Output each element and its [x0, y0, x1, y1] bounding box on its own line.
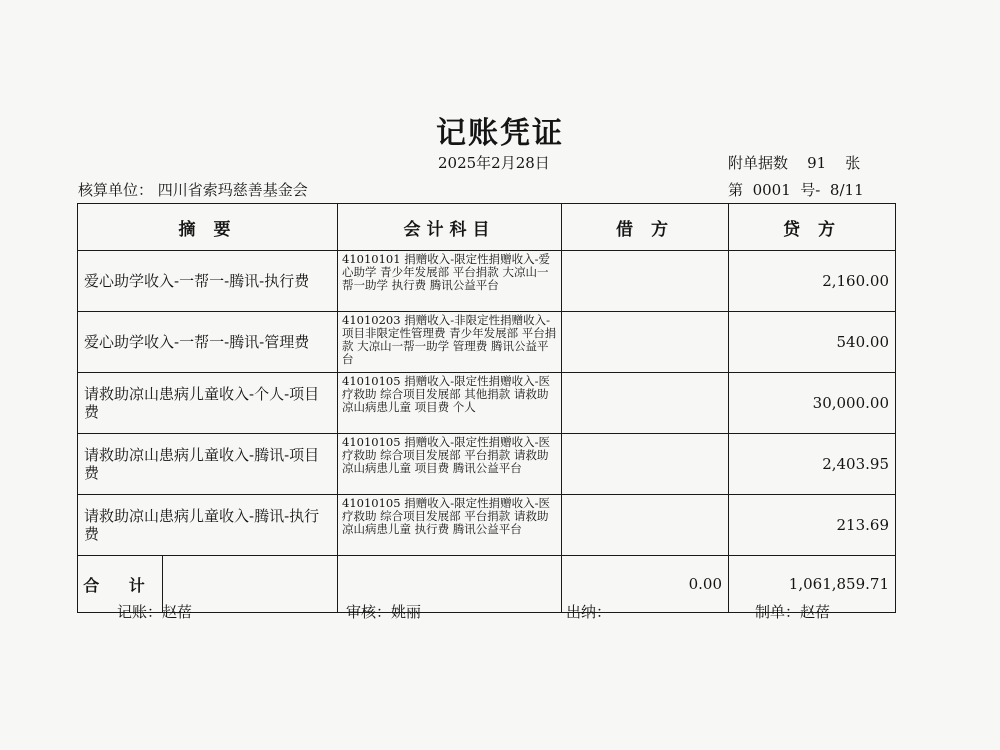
row-credit: 213.69	[729, 495, 896, 556]
header-credit: 贷 方	[729, 204, 896, 251]
row-summary: 请救助凉山患病儿童收入-腾讯-项目费	[78, 434, 338, 495]
row-credit: 30,000.00	[729, 373, 896, 434]
row-debit	[562, 495, 729, 556]
voucher-date: 2025年2月28日	[438, 154, 550, 172]
attachment-count	[728, 152, 860, 173]
bookkeeper: 记账：赵蓓	[117, 603, 193, 621]
row-debit	[562, 373, 729, 434]
row-debit	[562, 312, 729, 373]
table-row	[78, 251, 896, 312]
voucher-number	[728, 179, 864, 200]
unit-name: 四川省索玛慈善基金会	[157, 181, 308, 199]
header-account: 会计科目	[338, 204, 562, 251]
row-debit	[562, 434, 729, 495]
row-summary: 爱心助学收入-一帮一-腾讯-管理费	[78, 312, 338, 373]
attachment-number: 91	[807, 154, 827, 172]
total-debit: 0.00	[562, 556, 729, 613]
accounting-unit	[78, 179, 308, 200]
row-summary: 请救助凉山患病儿童收入-个人-项目费	[78, 373, 338, 434]
reviewer: 审核：姚丽	[346, 603, 422, 621]
table-row	[78, 373, 896, 434]
voucher-suffix: 号-	[800, 181, 821, 199]
row-credit: 540.00	[729, 312, 896, 373]
row-summary: 爱心助学收入-一帮一-腾讯-执行费	[78, 251, 338, 312]
voucher-page: 8/11	[829, 181, 864, 199]
table-row	[78, 495, 896, 556]
attachment-unit: 张	[845, 154, 861, 172]
row-account: 41010105 捐赠收入-限定性捐赠收入-医疗救助 综合项目发展部 平台捐款 请救助凉山病患儿童 项目费 腾讯公益平台	[338, 434, 562, 495]
total-label: 合 计	[78, 556, 163, 612]
row-account: 41010203 捐赠收入-非限定性捐赠收入-项目非限定性管理费 青少年发展部 平台捐款 大凉山一帮一助学 管理费 腾讯公益平台	[338, 312, 562, 373]
document-title: 记账凭证	[436, 116, 564, 151]
row-credit: 2,403.95	[729, 434, 896, 495]
row-account: 41010105 捐赠收入-限定性捐赠收入-医疗救助 综合项目发展部 平台捐款 请救助凉山病患儿童 执行费 腾讯公益平台	[338, 495, 562, 556]
row-debit	[562, 251, 729, 312]
voucher-prefix: 第	[728, 181, 744, 199]
table-row	[78, 312, 896, 373]
voucher-number-value: 0001	[752, 181, 791, 199]
unit-label: 核算单位：	[78, 181, 154, 199]
row-account: 41010105 捐赠收入-限定性捐赠收入-医疗救助 综合项目发展部 其他捐款 请救助凉山病患儿童 项目费 个人	[338, 373, 562, 434]
voucher-table	[77, 203, 896, 613]
total-credit: 1,061,859.71	[729, 556, 896, 613]
header-debit: 借 方	[562, 204, 729, 251]
cashier: 出纳：	[566, 603, 612, 621]
header-summary: 摘 要	[78, 204, 338, 251]
row-summary: 请救助凉山患病儿童收入-腾讯-执行费	[78, 495, 338, 556]
row-credit: 2,160.00	[729, 251, 896, 312]
table-row	[78, 434, 896, 495]
attachment-label: 附单据数	[728, 154, 789, 172]
preparer: 制单：赵蓓	[755, 603, 831, 621]
row-account: 41010101 捐赠收入-限定性捐赠收入-爱心助学 青少年发展部 平台捐款 大凉山一帮一助学 执行费 腾讯公益平台	[338, 251, 562, 312]
